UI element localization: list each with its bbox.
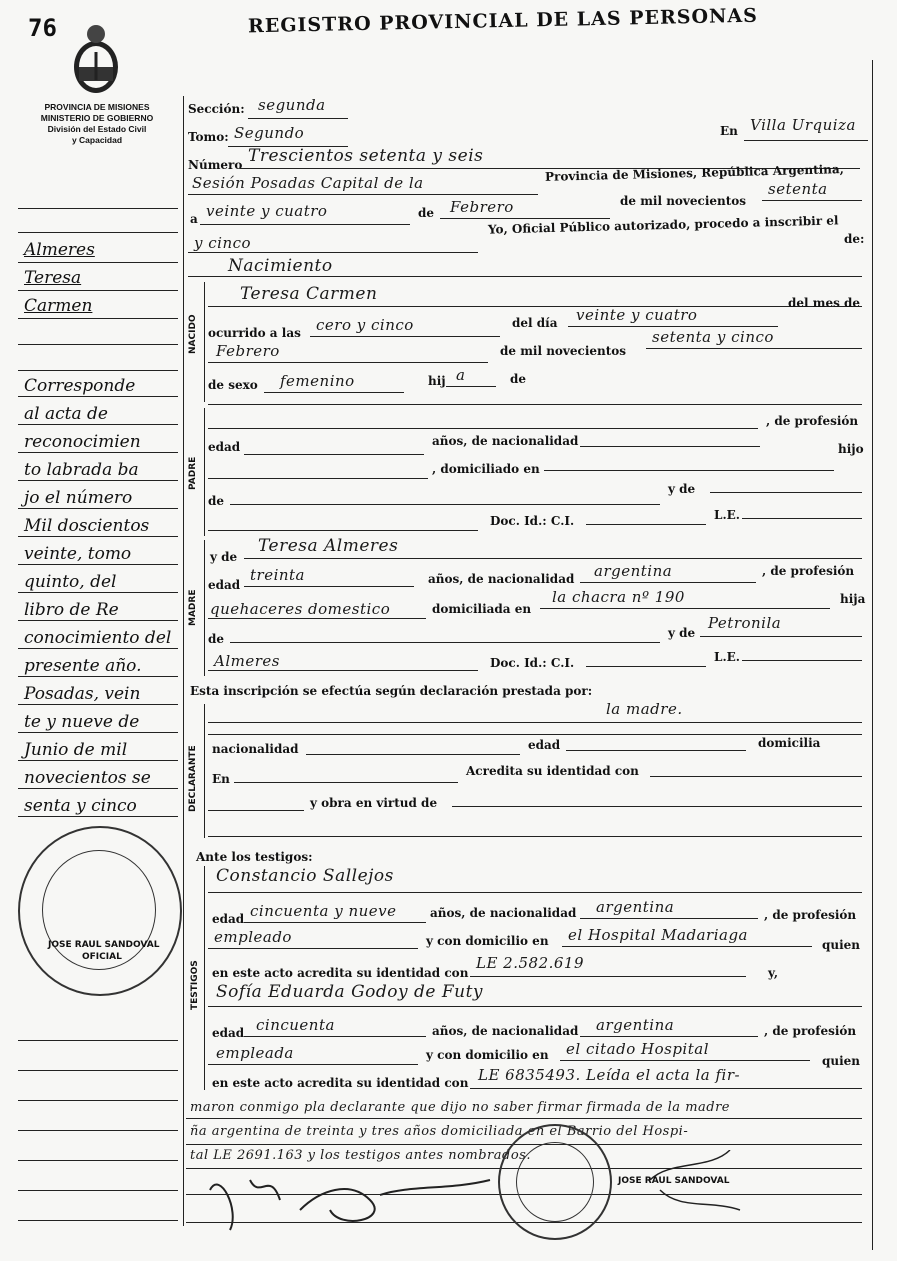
section-label-padre: PADRE [188,456,198,490]
label-edad-decl: edad [528,738,561,752]
value-t2-prof: empleada [216,1044,294,1062]
label-domicilio-t2: y con domicilio en [426,1048,549,1062]
value-seccion: segunda [258,96,326,114]
margin-note-line: senta y cinco [24,796,137,816]
value-anio: setenta [768,180,828,198]
label-profesion-madre: , de profesión [762,564,855,578]
label-hijo: hijo [838,442,864,456]
stamp-name-left: JOSE RAUL SANDOVAL [48,940,160,950]
margin-given-1: Teresa [24,268,82,288]
header-division: División del Estado Civil [47,124,147,134]
margin-note-line: reconocimien [24,432,141,452]
label-de-2: de: [844,232,865,246]
margin-note-line: Posadas, vein [24,684,141,704]
header-province: PROVINCIA DE MISIONES [44,102,150,112]
label-de-madre: de [208,632,225,646]
margin-note-line: conocimiento del [24,628,172,648]
label-en-este-acto-t1: en este acto acredita su identidad con [212,966,469,980]
document-title: REGISTRO PROVINCIAL DE LAS PERSONAS [247,4,759,38]
value-t1-dom: el Hospital Madariaga [568,926,748,944]
label-en: En [720,124,738,138]
margin-note-line: libro de Re [24,600,119,620]
header-block [14,102,180,146]
closing-line-3: tal LE 2691.163 y los testigos antes nombrados. [190,1148,531,1163]
label-edad-t1: edad [212,912,245,926]
closing-line-1: maron conmigo pla declarante que dijo no saber firmar firmada de la madre [190,1100,730,1115]
margin-note-line: Junio de mil [24,740,128,760]
label-en-este-acto-t2: en este acto acredita su identidad con [212,1076,469,1090]
section-label-testigos: TESTIGOS [190,960,200,1010]
margin-note-line: Corresponde [24,376,136,396]
value-dia: veinte y cuatro [206,202,328,220]
section-label-declarante: DECLARANTE [188,745,198,812]
signatures [190,1150,750,1250]
value-madre-prof: quehaceres domestico [210,600,391,618]
value-nombre: Teresa Carmen [240,284,378,304]
label-hija: hija [840,592,866,606]
label-quien-t1: quien [822,938,861,952]
label-provincia: Provincia de Misiones, República Argentina, [544,162,845,184]
label-inscripcion: Esta inscripción se efectúa según declaración prestada por: [190,684,593,698]
closing-line-2: ña argentina de treinta y tres años domiciliada en el Barrio del Hospi- [190,1124,689,1139]
label-de-sexo: de sexo [208,378,258,392]
label-oficial: Yo, Oficial Público autorizado, procedo a inscribir el [487,213,839,237]
page-number: 76 [28,14,57,42]
value-hija-suffix: a [456,366,466,384]
value-madre-edad: treinta [250,566,306,584]
label-seccion: Sección: [188,102,245,116]
label-de-padre: de [208,494,225,508]
margin-note-line: al acta de [24,404,108,424]
value-hora: cero y cinco [316,316,414,334]
value-madre-dom: la chacra nº 190 [552,588,685,606]
label-le-madre: L.E. [714,650,740,664]
value-t2-nac: argentina [596,1016,675,1034]
margin-note-line: presente año. [24,656,142,676]
label-domiciliada: domiciliada en [432,602,532,616]
label-de: de [418,206,435,220]
value-testigo-1: Constancio Sallejos [216,866,394,886]
label-del-mes: del mes de [788,296,861,310]
value-t2-doc: LE 6835493. Leída el acta la fir- [478,1066,741,1084]
label-ante-testigos: Ante los testigos: [196,850,313,864]
label-profesion-padre: , de profesión [766,414,859,428]
official-stamp-left [18,826,182,996]
label-tomo: Tomo: [188,130,229,144]
margin-note-line: Mil doscientos [24,516,150,536]
coat-of-arms-icon [70,22,122,96]
value-declarante: la madre. [606,700,683,718]
label-de-3: de [510,372,527,386]
value-madre-padre: Petronila [708,614,782,632]
label-en-decl: En [212,772,230,786]
label-le-padre: L.E. [714,508,740,522]
value-madre-apellido: Almeres [214,652,280,670]
value-t2-dom: el citado Hospital [566,1040,709,1058]
section-label-madre: MADRE [188,589,198,626]
value-testigo-2: Sofía Eduarda Godoy de Futy [216,982,484,1002]
margin-note-line: te y nueve de [24,712,140,732]
margin-note-line: quinto, del [24,572,117,592]
label-de-mil-2: de mil novecientos [500,344,627,358]
margin-divider [183,96,184,1226]
value-t1-nac: argentina [596,898,675,916]
stamp-name-right: JOSE RAUL SANDOVAL [618,1176,730,1186]
margin-note-line: novecientos se [24,768,151,788]
label-profesion-t1: , de profesión [764,908,857,922]
section-label-nacido: NACIDO [188,314,198,354]
label-a: a [190,212,198,226]
label-edad-t2: edad [212,1026,245,1040]
value-t1-prof: empleado [214,928,292,946]
label-doc-padre: Doc. Id.: C.I. [490,514,575,528]
header-capacity: y Capacidad [71,135,123,145]
value-tipo: Nacimiento [228,256,333,276]
value-t1-doc: LE 2.582.619 [476,954,585,972]
label-anos-nac-padre: años, de nacionalidad [432,434,579,448]
right-border [872,60,873,1250]
label-quien-t2: quien [822,1054,861,1068]
label-del-dia: del día [512,316,558,330]
label-ocurrido: ocurrido a las [208,326,301,340]
value-t1-edad: cincuenta y nueve [250,902,397,920]
value-madre-nombre: Teresa Almeres [258,536,399,556]
value-dia-nac: veinte y cuatro [576,306,698,324]
value-anio-nac: setenta y cinco [652,328,774,346]
label-de-mil: de mil novecientos [620,194,747,208]
label-hij: hij [428,374,446,388]
margin-given-2: Carmen [24,296,93,316]
label-edad-madre: edad [208,578,241,592]
label-domiciliado: , domiciliado en [432,462,540,476]
label-nacionalidad-decl: nacionalidad [212,742,299,756]
label-anos-nac-t1: años, de nacionalidad [430,906,577,920]
header-ministry: MINISTERIO DE GOBIERNO [40,113,154,123]
value-en: Villa Urquiza [750,116,856,134]
label-y-de-abuela: y de [668,626,696,640]
label-acredita: Acredita su identidad con [466,764,639,778]
label-profesion-t2: , de profesión [764,1024,857,1038]
margin-note-line: veinte, tomo [24,544,132,564]
value-mes: Febrero [450,198,514,216]
label-edad-padre: edad [208,440,241,454]
official-stamp-right [498,1124,612,1240]
label-y-comma: y, [768,966,779,980]
stamp-title-left: OFICIAL [82,952,122,962]
value-tomo: Segundo [234,124,305,142]
margin-note-line: to labrada ba [24,460,139,480]
label-y-de-madre: y de [210,550,238,564]
value-anio-2: y cinco [194,234,252,252]
label-obra: y obra en virtud de [310,796,438,810]
value-mes-nac: Febrero [216,342,280,360]
value-madre-nac: argentina [594,562,673,580]
value-t2-edad: cincuenta [256,1016,335,1034]
label-anos-nac-t2: años, de nacionalidad [432,1024,579,1038]
label-domicilio-t1: y con domicilio en [426,934,549,948]
value-numero: Trescientos setenta y seis [248,146,484,166]
label-doc-madre: Doc. Id.: C.I. [490,656,575,670]
margin-surname: Almeres [24,240,95,260]
label-anos-nac-madre: años, de nacionalidad [428,572,575,586]
margin-note-line: jo el número [24,488,133,508]
label-y-de-padre: y de [668,482,696,496]
label-domicilia-decl: domicilia [758,736,821,750]
value-sede: Sesión Posadas Capital de la [192,174,424,192]
value-sexo: femenino [280,372,355,390]
label-numero: Número [188,158,243,172]
